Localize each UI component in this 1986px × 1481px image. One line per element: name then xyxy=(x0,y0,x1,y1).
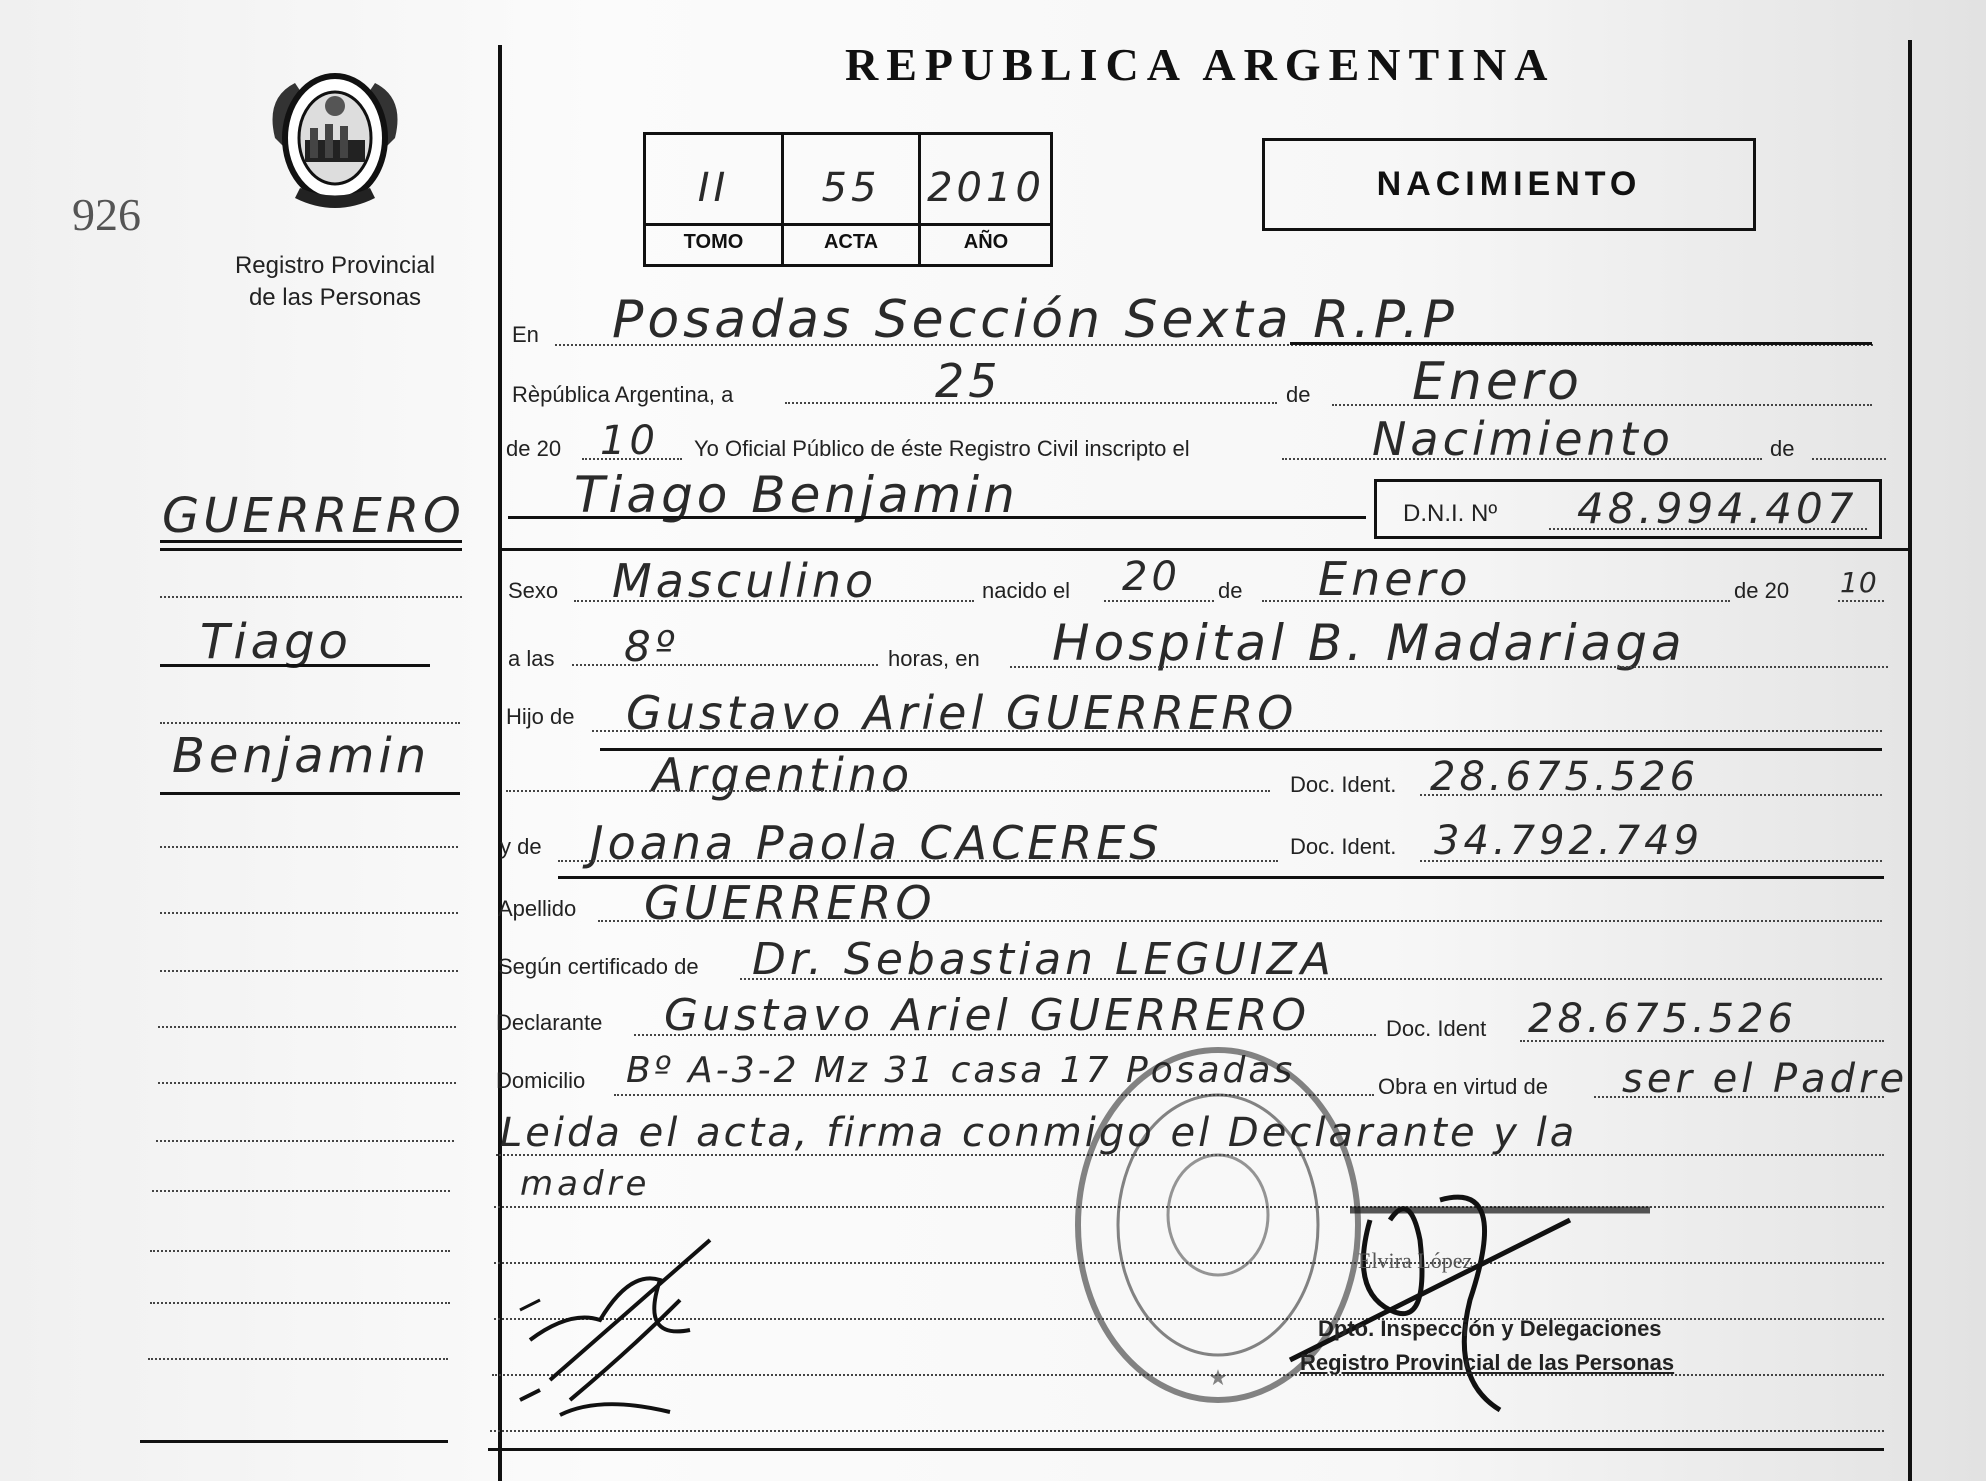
value-doc-madre: 34.792.749 xyxy=(1434,818,1704,864)
label-de20: de 20 xyxy=(506,436,562,461)
value-sexo: Masculino xyxy=(612,554,878,608)
value-obra: ser el Padre xyxy=(1622,1056,1909,1102)
anio-label: AÑO xyxy=(963,231,1009,253)
margin-name2: Benjamin xyxy=(172,728,431,784)
value-nacido-anio: 10 xyxy=(1840,566,1878,599)
right-border xyxy=(1908,40,1912,1481)
value-doc-declarante: 28.675.526 xyxy=(1528,996,1798,1042)
label-yde: y de xyxy=(500,834,542,859)
value-medico: Dr. Sebastian LEGUIZA xyxy=(752,934,1335,985)
value-hora: 8º xyxy=(624,622,679,671)
tomo-value: II xyxy=(697,165,730,211)
anio-value: 2010 xyxy=(927,165,1045,211)
label-obra: Obra en virtud de xyxy=(1378,1074,1548,1099)
label-sexo: Sexo xyxy=(508,578,559,603)
stamp-line2: Registro Provincial de las Personas xyxy=(1300,1350,1675,1375)
document-title: REPUBLICA ARGENTINA xyxy=(845,39,1556,90)
label-de-end: de xyxy=(1770,436,1795,461)
label-alas: a las xyxy=(508,646,555,671)
value-dni: 48.994.407 xyxy=(1577,484,1858,533)
record-type-box xyxy=(1262,138,1756,231)
value-nacido-dia: 20 xyxy=(1122,554,1181,600)
value-madre: Joana Paola CACERES xyxy=(590,816,1163,870)
label-de-mid: de xyxy=(1218,578,1243,603)
record-type: NACIMIENTO xyxy=(1376,165,1642,203)
stamp-line1: Dpto. Inspección y Delegaciones xyxy=(1318,1316,1662,1341)
label-horas: horas, en xyxy=(888,646,980,671)
label-declarante: Declarante xyxy=(496,1010,603,1035)
province-seal-icon xyxy=(255,58,415,218)
value-lugar: Posadas Sección Sexta R.P.P xyxy=(612,290,1458,350)
value-anio: 10 xyxy=(600,418,659,464)
acta-value: 55 xyxy=(821,165,881,211)
value-doc-padre: 28.675.526 xyxy=(1430,754,1700,800)
dni-box xyxy=(1374,479,1882,539)
label-doc3: Doc. Ident xyxy=(1386,1016,1487,1041)
reference-table xyxy=(643,132,1053,267)
value-nacido-mes: Enero xyxy=(1318,552,1472,606)
margin-surname: GUERRERO xyxy=(162,488,465,544)
label-en: En xyxy=(512,322,539,347)
value-mes: Enero xyxy=(1412,352,1583,412)
label-nacido: nacido el xyxy=(982,578,1071,603)
label-de-mes: de xyxy=(1286,382,1311,407)
officer-signature-icon xyxy=(1270,1160,1690,1420)
label-doc1: Doc. Ident. xyxy=(1290,772,1397,797)
registry-name-line2: de las Personas xyxy=(248,284,422,311)
note-line1: Leida el acta, firma conmigo el Declarante y la xyxy=(500,1110,1578,1156)
label-dni: D.N.I. Nº xyxy=(1403,500,1498,527)
label-domicilio: Domicilio xyxy=(496,1068,586,1093)
value-apellido: GUERRERO xyxy=(644,876,936,930)
mother-signature-icon xyxy=(510,1200,740,1440)
note-line2: madre xyxy=(520,1164,651,1204)
left-border xyxy=(498,45,502,1481)
label-oficial: Yo Oficial Público de éste Registro Civil inscripto el xyxy=(694,436,1190,461)
registry-name-line1: Registro Provincial xyxy=(234,252,436,279)
value-dia: 25 xyxy=(935,354,1002,408)
value-nacionalidad: Argentino xyxy=(652,748,914,802)
page-number: 926 xyxy=(72,189,141,240)
officer-name: Elvira López xyxy=(1358,1248,1473,1273)
svg-text:★: ★ xyxy=(1208,1365,1228,1390)
label-doc2: Doc. Ident. xyxy=(1290,834,1397,859)
value-padre: Gustavo Ariel GUERRERO xyxy=(626,686,1298,740)
acta-label: ACTA xyxy=(823,231,879,253)
value-acto: Nacimiento xyxy=(1372,412,1674,466)
value-lugar-nac: Hospital B. Madariaga xyxy=(1052,614,1686,672)
label-apellido: Apellido xyxy=(498,896,577,921)
label-hijo: Hijo de xyxy=(506,704,575,729)
value-declarante: Gustavo Ariel GUERRERO xyxy=(664,990,1311,1041)
label-segun: Según certificado de xyxy=(498,954,699,979)
margin-name1: Tiago xyxy=(200,614,352,670)
tomo-label: TOMO xyxy=(683,231,744,253)
value-domicilio: Bº A-3-2 Mz 31 casa 17 Posadas xyxy=(626,1050,1296,1091)
label-republica: Rèpública Argentina, a xyxy=(512,382,734,407)
value-nombre: Tiago Benjamin xyxy=(574,466,1019,524)
label-de20b: de 20 xyxy=(1734,578,1790,603)
